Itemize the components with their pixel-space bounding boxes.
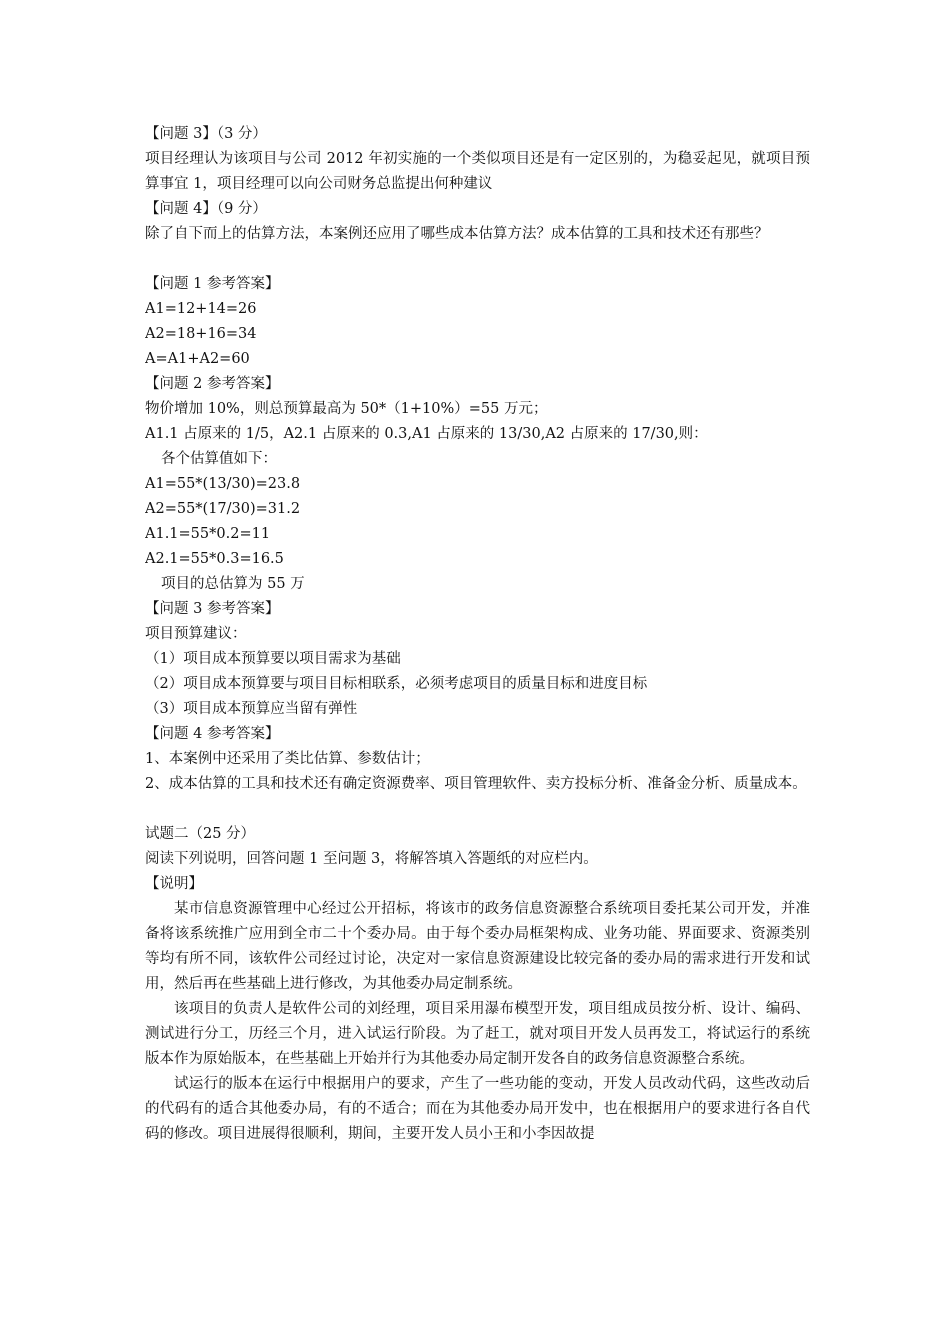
- answer-1-line: A1=12+14=26: [145, 301, 257, 317]
- question-3-body: 项目经理认为该项目与公司 2012 年初实施的一个类似项目还是有一定区别的，为稳妥起见，就项目预算事宜 1，项目经理可以向公司财务总监提出何种建议: [145, 151, 810, 192]
- exam-2-description-heading: 【说明】: [145, 876, 203, 892]
- answer-2-calc: A1=55*(13/30)=23.8: [145, 476, 301, 492]
- question-3-heading: 【问题 3】（3 分）: [145, 126, 267, 142]
- answer-3-item: （1）项目成本预算要以项目需求为基础: [145, 651, 401, 667]
- answer-4-item: 2、成本估算的工具和技术还有确定资源费率、项目管理软件、卖方投标分析、准备金分析、质量成本。: [145, 776, 807, 792]
- question-4-body: 除了自下而上的估算方法，本案例还应用了哪些成本估算方法？成本估算的工具和技术还有那些？: [145, 226, 769, 242]
- answer-3-item: （2）项目成本预算要与项目目标相联系，必须考虑项目的质量目标和进度目标: [145, 676, 648, 692]
- answer-1-heading: 【问题 1 参考答案】: [145, 276, 280, 292]
- exam-2-paragraph: 该项目的负责人是软件公司的刘经理，项目采用瀑布模型开发，项目组成员按分析、设计、编码、测试进行分工，历经三个月，进入试运行阶段。为了赶工，就对项目开发人员再发工，将试运行的系统版本作为原始版本，在些基础上开始并行为其他委办局定制开发各自的政务信息资源整合系统。: [145, 1001, 810, 1067]
- answer-4-item: 1、本案例中还采用了类比估算、参数估计；: [145, 751, 430, 767]
- answer-2-line: A1.1 占原来的 1/5，A2.1 占原来的 0.3,A1 占原来的 13/30,A2 占原来的 17/30,则：: [145, 426, 708, 442]
- answer-2-calc: A1.1=55*0.2=11: [145, 526, 271, 542]
- answer-3-item: （3）项目成本预算应当留有弹性: [145, 701, 358, 717]
- answer-3-intro: 项目预算建议：: [145, 626, 247, 642]
- exam-2-paragraph: 试运行的版本在运行中根据用户的要求，产生了一些功能的变动，开发人员改动代码，这些改动后的代码有的适合其他委办局，有的不适合；而在为其他委办局开发中，也在根据用户的要求进行各自代码的修改。项目进展得很顺利，期间，主要开发人员小王和小李因故提: [145, 1076, 810, 1142]
- answer-4-heading: 【问题 4 参考答案】: [145, 726, 280, 742]
- answer-3-heading: 【问题 3 参考答案】: [145, 601, 280, 617]
- answer-2-total: 项目的总估算为 55 万: [161, 576, 305, 592]
- spacer: [145, 247, 810, 272]
- exam-2-paragraph: 某市信息资源管理中心经过公开招标，将该市的政务信息资源整合系统项目委托某公司开发，并准备将该系统推广应用到全市二十个委办局。由于每个委办局框架构成、业务功能、界面要求、资源类别等均有所不同，该软件公司经过讨论，决定对一家信息资源建设比较完备的委办局的需求进行开发和试用，然后再在些基础上进行修改，为其他委办局定制系统。: [145, 901, 810, 992]
- answer-1-line: A2=18+16=34: [145, 326, 257, 342]
- exam-2-instruction: 阅读下列说明，回答问题 1 至问题 3，将解答填入答题纸的对应栏内。: [145, 851, 598, 867]
- answer-2-line: 物价增加 10%，则总预算最高为 50*（1+10%）=55 万元；: [145, 401, 548, 417]
- document-content: [145, 122, 810, 1147]
- answer-2-calc: A2.1=55*0.3=16.5: [145, 551, 284, 567]
- answer-2-line: 各个估算值如下：: [161, 451, 277, 467]
- answer-2-heading: 【问题 2 参考答案】: [145, 376, 280, 392]
- exam-2-title: 试题二（25 分）: [145, 826, 256, 842]
- spacer: [145, 797, 810, 822]
- answer-2-calc: A2=55*(17/30)=31.2: [145, 501, 301, 517]
- answer-1-line: A=A1+A2=60: [145, 351, 250, 367]
- question-4-heading: 【问题 4】（9 分）: [145, 201, 267, 217]
